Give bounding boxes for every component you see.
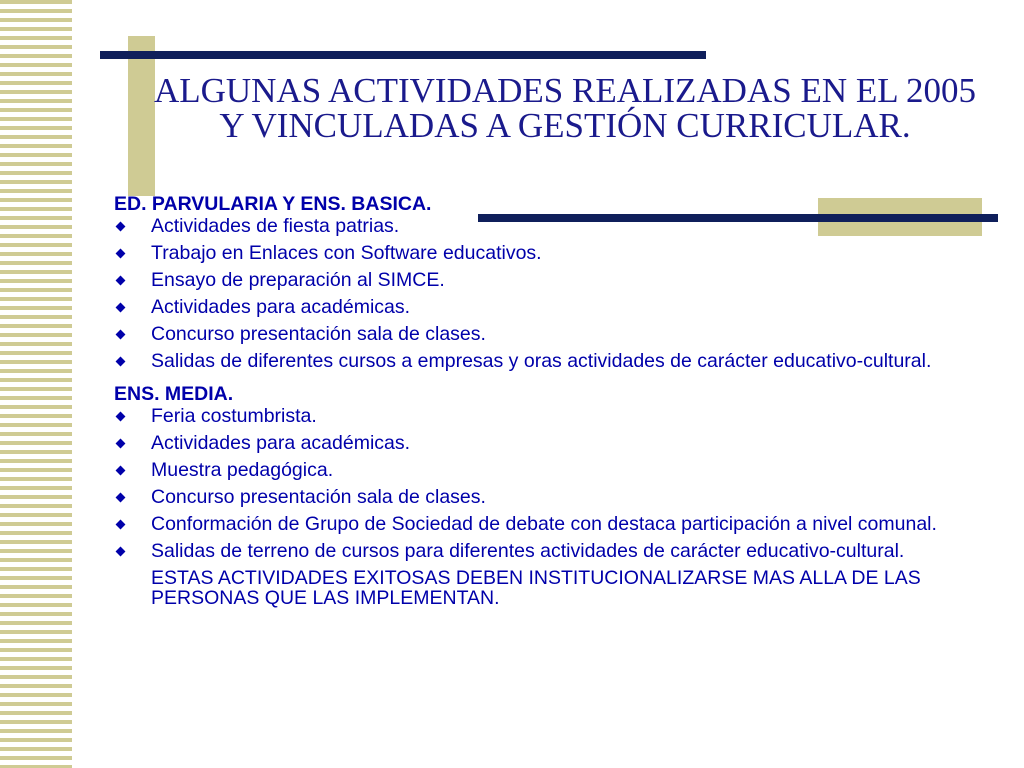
diamond-bullet-icon (116, 276, 126, 286)
list-item (114, 351, 994, 371)
media-list (114, 406, 994, 561)
title-accent-rule (100, 51, 706, 59)
list-item-text: Salidas de terreno de cursos para diferentes actividades de carácter educativo-cultural. (151, 540, 905, 562)
diamond-bullet-icon (116, 249, 126, 259)
list-item (114, 487, 994, 507)
list-item-text: Actividades de fiesta patrias. (151, 215, 400, 237)
list-item (114, 324, 994, 344)
parvularia-list (114, 216, 994, 371)
list-item (114, 460, 994, 480)
list-item-text: Actividades para académicas. (151, 432, 411, 454)
diamond-bullet-icon (116, 412, 126, 422)
list-item (114, 216, 994, 236)
list-item (114, 406, 994, 426)
section-heading-parvularia: ED. PARVULARIA Y ENS. BASICA. (114, 193, 432, 215)
diamond-bullet-icon (116, 466, 126, 476)
list-item-text: Actividades para académicas. (151, 296, 411, 318)
diamond-bullet-icon (116, 493, 126, 503)
list-item-text: Concurso presentación sala de clases. (151, 323, 486, 345)
list-item-text: Ensayo de preparación al SIMCE. (151, 269, 445, 291)
slide-title: ALGUNAS ACTIVIDADES REALIZADAS EN EL 2005 Y VINCULADAS A GESTIÓN CURRICULAR. (153, 71, 977, 145)
list-item-text: Trabajo en Enlaces con Software educativos. (151, 242, 542, 264)
list-item-text: Salidas de diferentes cursos a empresas y oras actividades de carácter educativo-cultural. (151, 350, 932, 372)
decorative-stripes (0, 0, 72, 768)
diamond-bullet-icon (116, 222, 126, 232)
list-item (114, 433, 994, 453)
diamond-bullet-icon (116, 547, 126, 557)
list-item (114, 243, 994, 263)
list-item (114, 541, 994, 561)
diamond-bullet-icon (116, 357, 126, 367)
list-item-text: Conformación de Grupo de Sociedad de debate con destaca participación a nivel comunal. (151, 513, 937, 535)
list-item-text: Muestra pedagógica. (151, 459, 334, 481)
diamond-bullet-icon (116, 439, 126, 449)
list-item (114, 270, 994, 290)
diamond-bullet-icon (116, 520, 126, 530)
section-heading-media: ENS. MEDIA. (114, 383, 234, 405)
diamond-bullet-icon (116, 303, 126, 313)
slide-content (114, 193, 994, 608)
list-item-text: Concurso presentación sala de clases. (151, 486, 486, 508)
closing-statement: ESTAS ACTIVIDADES EXITOSAS DEBEN INSTITUCIONALIZARSE MAS ALLA DE LAS PERSONAS QUE LAS IMPLEMENTAN. (151, 567, 921, 609)
diamond-bullet-icon (116, 330, 126, 340)
list-item-text: Feria costumbrista. (151, 405, 317, 427)
list-item (114, 514, 994, 534)
list-item (114, 297, 994, 317)
